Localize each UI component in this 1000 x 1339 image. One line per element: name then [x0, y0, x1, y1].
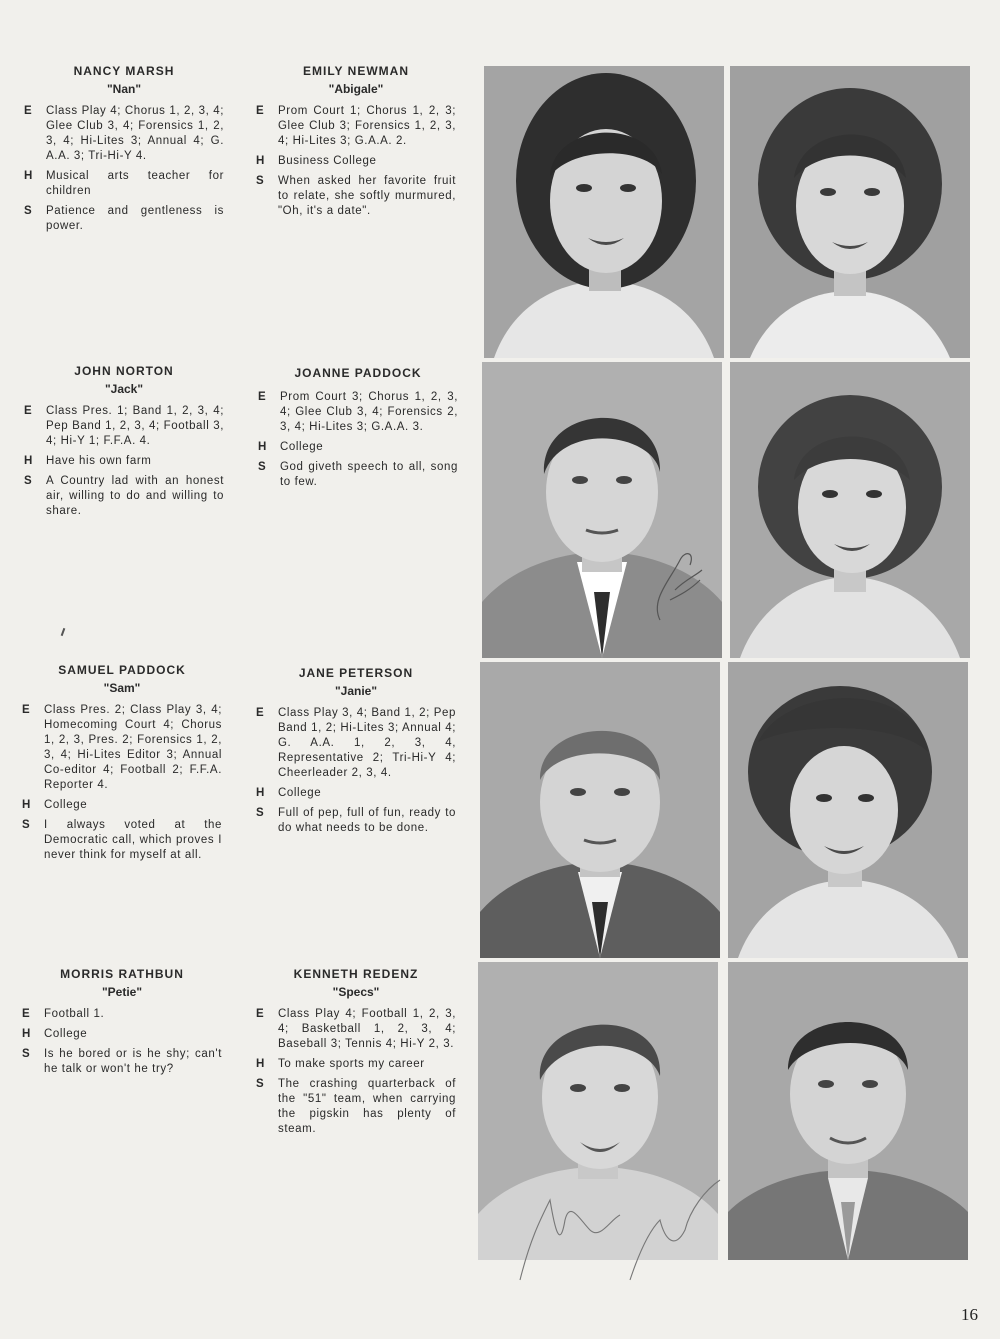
portrait-photo-john-norton	[482, 362, 722, 658]
key-e: E	[24, 105, 33, 117]
hope: College	[280, 441, 324, 453]
student-entry-john-norton	[24, 364, 224, 524]
saying: The crashing quarterback of the "51" team, when carrying the pigskin has plenty of steam.	[278, 1078, 456, 1135]
key-h: H	[256, 155, 265, 167]
student-nickname: "Jack"	[104, 382, 144, 396]
portrait-photo-joanne-paddock	[730, 362, 970, 658]
student-entry-jane-peterson	[256, 666, 456, 841]
hope: College	[44, 799, 88, 811]
key-h: H	[258, 441, 267, 453]
hope: College	[44, 1028, 88, 1040]
extracurriculars: Class Play 4; Chorus 1, 2, 3, 4; Glee Club 3, 4; Forensics 1, 2, 3, 4; Hi-Lites 3; Annual 4; G. A.A. 3; Tri-Hi-Y 4.	[46, 105, 224, 162]
student-entry-nancy-marsh	[24, 64, 224, 239]
key-h: H	[22, 1028, 31, 1040]
key-h: H	[256, 1058, 265, 1070]
student-entry-morris-rathbun	[22, 967, 222, 1082]
student-name: JANE PETERSON	[298, 666, 414, 680]
key-e: E	[22, 1008, 31, 1020]
key-e: E	[24, 405, 33, 417]
hope: Musical arts teacher for children	[46, 170, 224, 197]
student-entry-samuel-paddock	[22, 663, 222, 868]
extracurriculars: Class Pres. 2; Class Play 3, 4; Homecoming Court 4; Chorus 1, 2, 3, Pres. 2; Forensics 1, 2, 3, 4; Hi-Lites Editor 3; Annual Co-editor 4; Football 2; F.F.A. Reporter 4.	[44, 704, 222, 791]
stray-mark	[61, 628, 66, 636]
extracurriculars: Class Play 4; Football 1, 2, 3, 4; Basketball 1, 2, 3, 4; Baseball 3; Tennis 4; Hi-Y 2, 3.	[278, 1008, 456, 1050]
student-name: JOANNE PADDOCK	[294, 366, 422, 380]
key-s: S	[24, 475, 33, 487]
student-entry-joanne-paddock	[258, 366, 458, 495]
student-name: JOHN NORTON	[74, 364, 174, 378]
saying: I always voted at the Democratic call, which proves I never think for myself at all.	[44, 819, 222, 861]
portrait-photo-morris-rathbun	[478, 962, 718, 1260]
student-nickname: "Sam"	[103, 681, 141, 695]
key-h: H	[24, 170, 33, 182]
portrait-photo-emily-newman	[730, 66, 970, 358]
student-name: NANCY MARSH	[73, 64, 175, 78]
key-s: S	[24, 205, 33, 217]
key-s: S	[22, 819, 31, 831]
key-e: E	[22, 704, 31, 716]
saying: Patience and gentleness is power.	[46, 205, 224, 232]
saying: A Country lad with an honest air, willing to do and willing to share.	[46, 475, 224, 517]
student-entry-kenneth-redenz	[256, 967, 456, 1142]
key-s: S	[256, 175, 265, 187]
key-h: H	[22, 799, 31, 811]
extracurriculars: Prom Court 1; Chorus 1, 2, 3; Glee Club 3; Forensics 1, 2, 3, 4; Hi-Lites 3; G.A.A. 2.	[278, 105, 456, 147]
portrait-photo-jane-peterson	[728, 662, 968, 958]
page-number: 16	[961, 1305, 978, 1324]
student-name: SAMUEL PADDOCK	[58, 663, 186, 677]
saying: God giveth speech to all, song to few.	[280, 461, 458, 488]
extracurriculars: Football 1.	[44, 1008, 105, 1020]
key-e: E	[258, 391, 267, 403]
portrait-photo-samuel-paddock	[480, 662, 720, 958]
key-h: H	[256, 787, 265, 799]
key-e: E	[256, 1008, 265, 1020]
student-entry-emily-newman	[256, 64, 456, 224]
hope: College	[278, 787, 322, 799]
portrait-photo-nancy-marsh	[484, 66, 724, 358]
extracurriculars: Class Pres. 1; Band 1, 2, 3, 4; Pep Band 1, 2, 3, 4; Football 3, 4; Hi-Y 1; F.F.A. 4.	[46, 405, 224, 447]
extracurriculars: Prom Court 3; Chorus 1, 2, 3, 4; Glee Club 3, 4; Forensics 2, 3, 4; Hi-Lites 3; G.A.A. 3.	[280, 391, 458, 433]
key-e: E	[256, 707, 265, 719]
saying: When asked her favorite fruit to relate, she softly murmured, "Oh, it's a date".	[278, 175, 456, 217]
key-s: S	[256, 807, 265, 819]
student-nickname: "Petie"	[101, 985, 143, 999]
student-nickname: "Abigale"	[328, 82, 384, 96]
hope: Business College	[278, 155, 377, 167]
key-s: S	[22, 1048, 31, 1060]
student-name: EMILY NEWMAN	[302, 64, 409, 78]
saying: Is he bored or is he shy; can't he talk or won't he try?	[44, 1048, 222, 1075]
extracurriculars: Class Play 3, 4; Band 1, 2; Pep Band 1, 2; Hi-Lites 3; Annual 4; G. A.A. 1, 2, 3, 4, Representative 2; Tri-Hi-Y 4; Cheerleader 2, 3, 4.	[278, 707, 456, 779]
student-nickname: "Janie"	[334, 684, 378, 698]
saying: Full of pep, full of fun, ready to do what needs to be done.	[278, 807, 456, 834]
key-e: E	[256, 105, 265, 117]
hope: To make sports my career	[278, 1058, 425, 1070]
key-s: S	[258, 461, 267, 473]
key-h: H	[24, 455, 33, 467]
student-nickname: "Specs"	[332, 985, 380, 999]
key-s: S	[256, 1078, 265, 1090]
student-name: MORRIS RATHBUN	[60, 967, 184, 981]
portrait-photo-kenneth-redenz	[728, 962, 968, 1260]
student-name: KENNETH REDENZ	[293, 967, 419, 981]
hope: Have his own farm	[46, 455, 152, 467]
student-nickname: "Nan"	[106, 82, 142, 96]
